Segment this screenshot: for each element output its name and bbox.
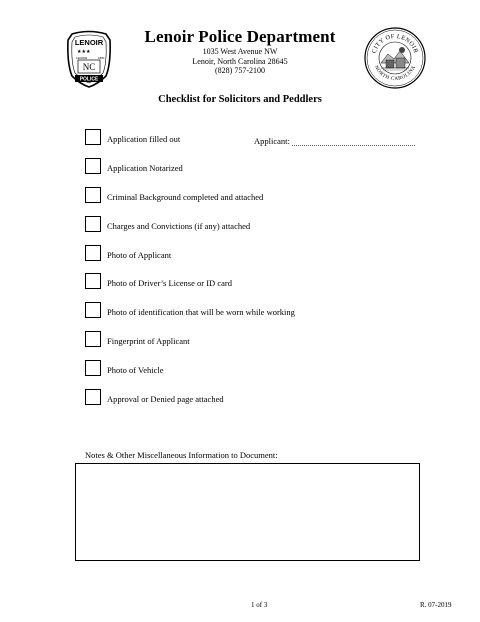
badge-right-text: 1851: [98, 56, 105, 60]
address-line-1: 1035 West Avenue NW: [202, 47, 278, 56]
checklist-item-label: Criminal Background completed and attached: [107, 192, 264, 202]
form-title: Checklist for Solicitors and Peddlers: [158, 94, 322, 105]
checklist-item-label: Photo of Driver’s License or ID card: [107, 278, 232, 288]
notes-textarea[interactable]: [75, 463, 420, 561]
checklist-item-label: Photo of identification that will be worn while working: [107, 307, 295, 317]
checkbox[interactable]: [85, 187, 101, 203]
checklist-item: [85, 389, 425, 407]
badge-left-text: LENOIR: [76, 56, 88, 60]
checkbox[interactable]: [85, 331, 101, 347]
badge-top-text: LENOIR: [74, 38, 104, 47]
checkbox[interactable]: [85, 389, 101, 405]
seal-top-text: CITY OF LENOIR: [370, 32, 420, 55]
notes-label: Notes & Other Miscellaneous Information to Document:: [85, 450, 278, 460]
checklist-item-label: Photo of Applicant: [107, 250, 172, 260]
checklist-item: [85, 273, 425, 291]
checkbox[interactable]: [85, 273, 101, 289]
svg-text:★★★: ★★★: [77, 49, 91, 55]
badge-state-text: NC: [82, 62, 96, 72]
checklist-item: [85, 360, 425, 378]
department-title: Lenoir Police Department: [144, 27, 336, 46]
checklist-item: [85, 302, 425, 320]
phone-number: (828) 757-2100: [215, 66, 265, 75]
checkbox[interactable]: [85, 129, 101, 145]
checkbox[interactable]: [85, 216, 101, 232]
city-seal-logo: [364, 27, 426, 89]
seal-bottom-text: NORTH CAROLINA: [372, 64, 418, 83]
checklist-item: [85, 187, 425, 205]
checkbox[interactable]: [85, 158, 101, 174]
checklist-item: [85, 158, 425, 176]
checklist-item-label: Application filled out: [107, 134, 181, 144]
revision-code: R. 07-2019: [420, 601, 452, 609]
address-line-2: Lenoir, North Carolina 28645: [192, 57, 288, 66]
checkbox[interactable]: [85, 245, 101, 261]
checklist-item-label: Application Notarized: [107, 163, 183, 173]
checklist-item: [85, 331, 425, 349]
page-number: 1 of 3: [251, 601, 268, 609]
checklist-item-label: Approval or Denied page attached: [107, 394, 224, 404]
badge-bottom-text: POLICE: [79, 76, 99, 83]
checklist-item: [85, 129, 425, 147]
checkbox[interactable]: [85, 302, 101, 318]
police-badge-logo: [64, 30, 114, 88]
checklist-item-label: Photo of Vehicle: [107, 365, 164, 375]
checklist-item-label: Fingerprint of Applicant: [107, 336, 190, 346]
checklist-item-label: Charges and Convictions (if any) attached: [107, 221, 251, 231]
checklist-item: [85, 216, 425, 234]
applicant-label: Applicant:: [254, 136, 290, 146]
checkbox[interactable]: [85, 360, 101, 376]
checklist-item: [85, 245, 425, 263]
